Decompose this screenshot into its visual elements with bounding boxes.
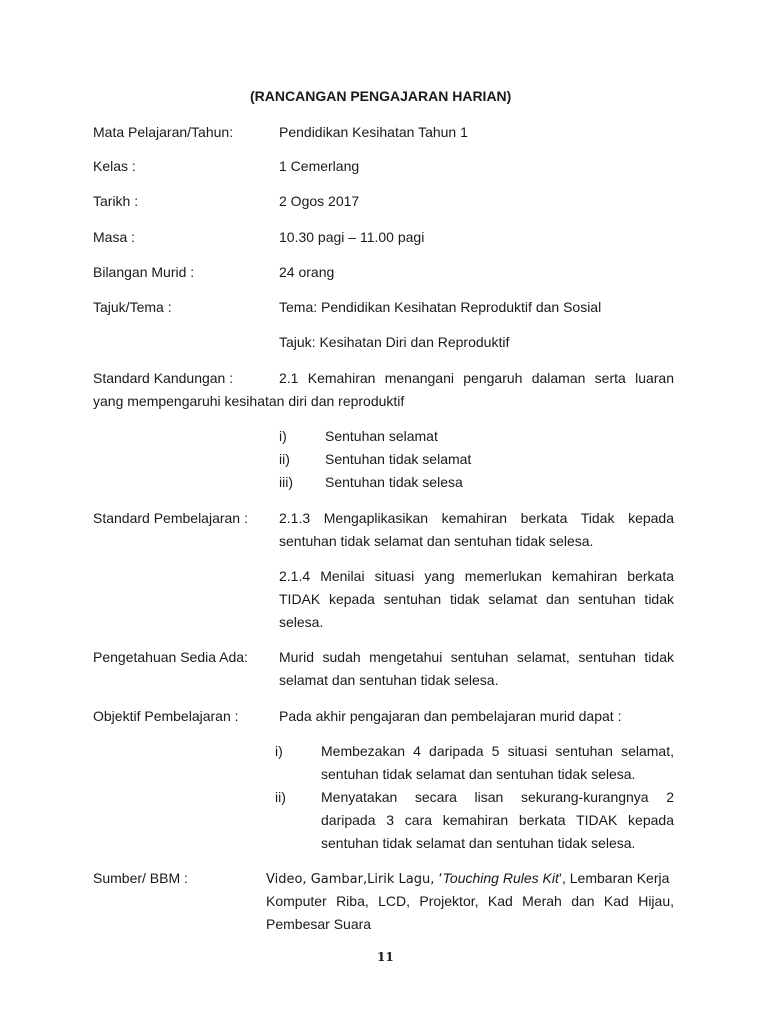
label-standard-kandungan: Standard Kandungan :	[93, 370, 234, 386]
sp-p2-line1: 2.1.4 Menilai situasi yang memerlukan kemahiran berkata	[279, 568, 674, 584]
label-pengetahuan: Pengetahuan Sedia Ada:	[93, 649, 248, 665]
objektif-item-num: ii)	[275, 789, 286, 805]
pengetahuan-line1: Murid sudah mengetahui sentuhan selamat, sentuhan tidak	[279, 649, 674, 665]
sk-item-text: Sentuhan selamat	[325, 428, 438, 444]
label-tarikh: Tarikh :	[93, 193, 139, 209]
value-tarikh: 2 Ogos 2017	[279, 193, 360, 209]
value-kelas: 1 Cemerlang	[279, 158, 360, 174]
objektif-item1-line2: sentuhan tidak selamat dan sentuhan tidak selesa.	[321, 766, 636, 782]
document-title: (RANCANGAN PENGAJARAN HARIAN)	[250, 88, 512, 104]
standard-kandungan-line2: yang mempengaruhi kesihatan diri dan reproduktif	[93, 393, 405, 409]
page-number: 11	[377, 950, 394, 964]
value-mata-pelajaran: Pendidikan Kesihatan Tahun 1	[279, 124, 468, 140]
sumber-line1-a: Video, Gambar,Lirik Lagu, ‘	[266, 872, 443, 887]
sk-item-num: i)	[279, 428, 287, 444]
value-masa: 10.30 pagi – 11.00 pagi	[279, 229, 425, 245]
objektif-item2-line3: sentuhan tidak selamat dan sentuhan tidak selesa.	[321, 835, 636, 851]
sumber-line2: Komputer Riba, LCD, Projektor, Kad Merah dan Kad Hijau,	[266, 893, 674, 909]
objektif-item-num: i)	[275, 743, 283, 759]
label-sumber: Sumber/ BBM :	[93, 870, 188, 886]
sp-p2-line3: selesa.	[279, 614, 324, 630]
objektif-item2-line2: daripada 3 cara kemahiran berkata TIDAK kepada	[321, 812, 674, 828]
label-mata-pelajaran: Mata Pelajaran/Tahun:	[93, 124, 234, 140]
value-bilangan-murid: 24 orang	[279, 264, 335, 280]
label-standard-pembelajaran: Standard Pembelajaran :	[93, 510, 248, 526]
sk-item-num: ii)	[279, 451, 290, 467]
label-kelas: Kelas :	[93, 158, 136, 174]
pengetahuan-line2: selamat dan sentuhan tidak selesa.	[279, 672, 499, 688]
sumber-line1	[266, 869, 669, 889]
sumber-line1-b: ’, Lembaran Kerja	[558, 870, 670, 886]
sumber-line3: Pembesar Suara	[266, 916, 372, 932]
label-masa: Masa :	[93, 229, 136, 245]
sp-p1-line2: sentuhan tidak selamat dan sentuhan tidak selesa.	[279, 533, 594, 549]
objektif-item2-line1: Menyatakan secara lisan sekurang-kurangnya 2	[321, 789, 674, 805]
sk-item-num: iii)	[279, 474, 293, 490]
sk-item-text: Sentuhan tidak selesa	[325, 474, 463, 490]
label-objektif: Objektif Pembelajaran :	[93, 708, 239, 724]
sk-item-text: Sentuhan tidak selamat	[325, 451, 472, 467]
sp-p1-line1: 2.1.3 Mengaplikasikan kemahiran berkata Tidak kepada	[279, 510, 674, 526]
label-bilangan-murid: Bilangan Murid :	[93, 264, 195, 280]
objektif-item1-line1: Membezakan 4 daripada 5 situasi sentuhan selamat,	[321, 743, 674, 759]
standard-kandungan-line1: 2.1 Kemahiran menangani pengaruh dalaman serta luaran	[279, 370, 674, 386]
value-tema: Tema: Pendidikan Kesihatan Reproduktif dan Sosial	[279, 299, 602, 315]
sumber-line1-em: Touching Rules Kit	[442, 870, 559, 886]
objektif-intro: Pada akhir pengajaran dan pembelajaran murid dapat :	[279, 708, 622, 724]
value-tajuk: Tajuk: Kesihatan Diri dan Reproduktif	[279, 334, 510, 350]
sp-p2-line2: TIDAK kepada sentuhan tidak selamat dan sentuhan tidak	[279, 591, 674, 607]
label-tajuk-tema: Tajuk/Tema :	[93, 299, 172, 315]
